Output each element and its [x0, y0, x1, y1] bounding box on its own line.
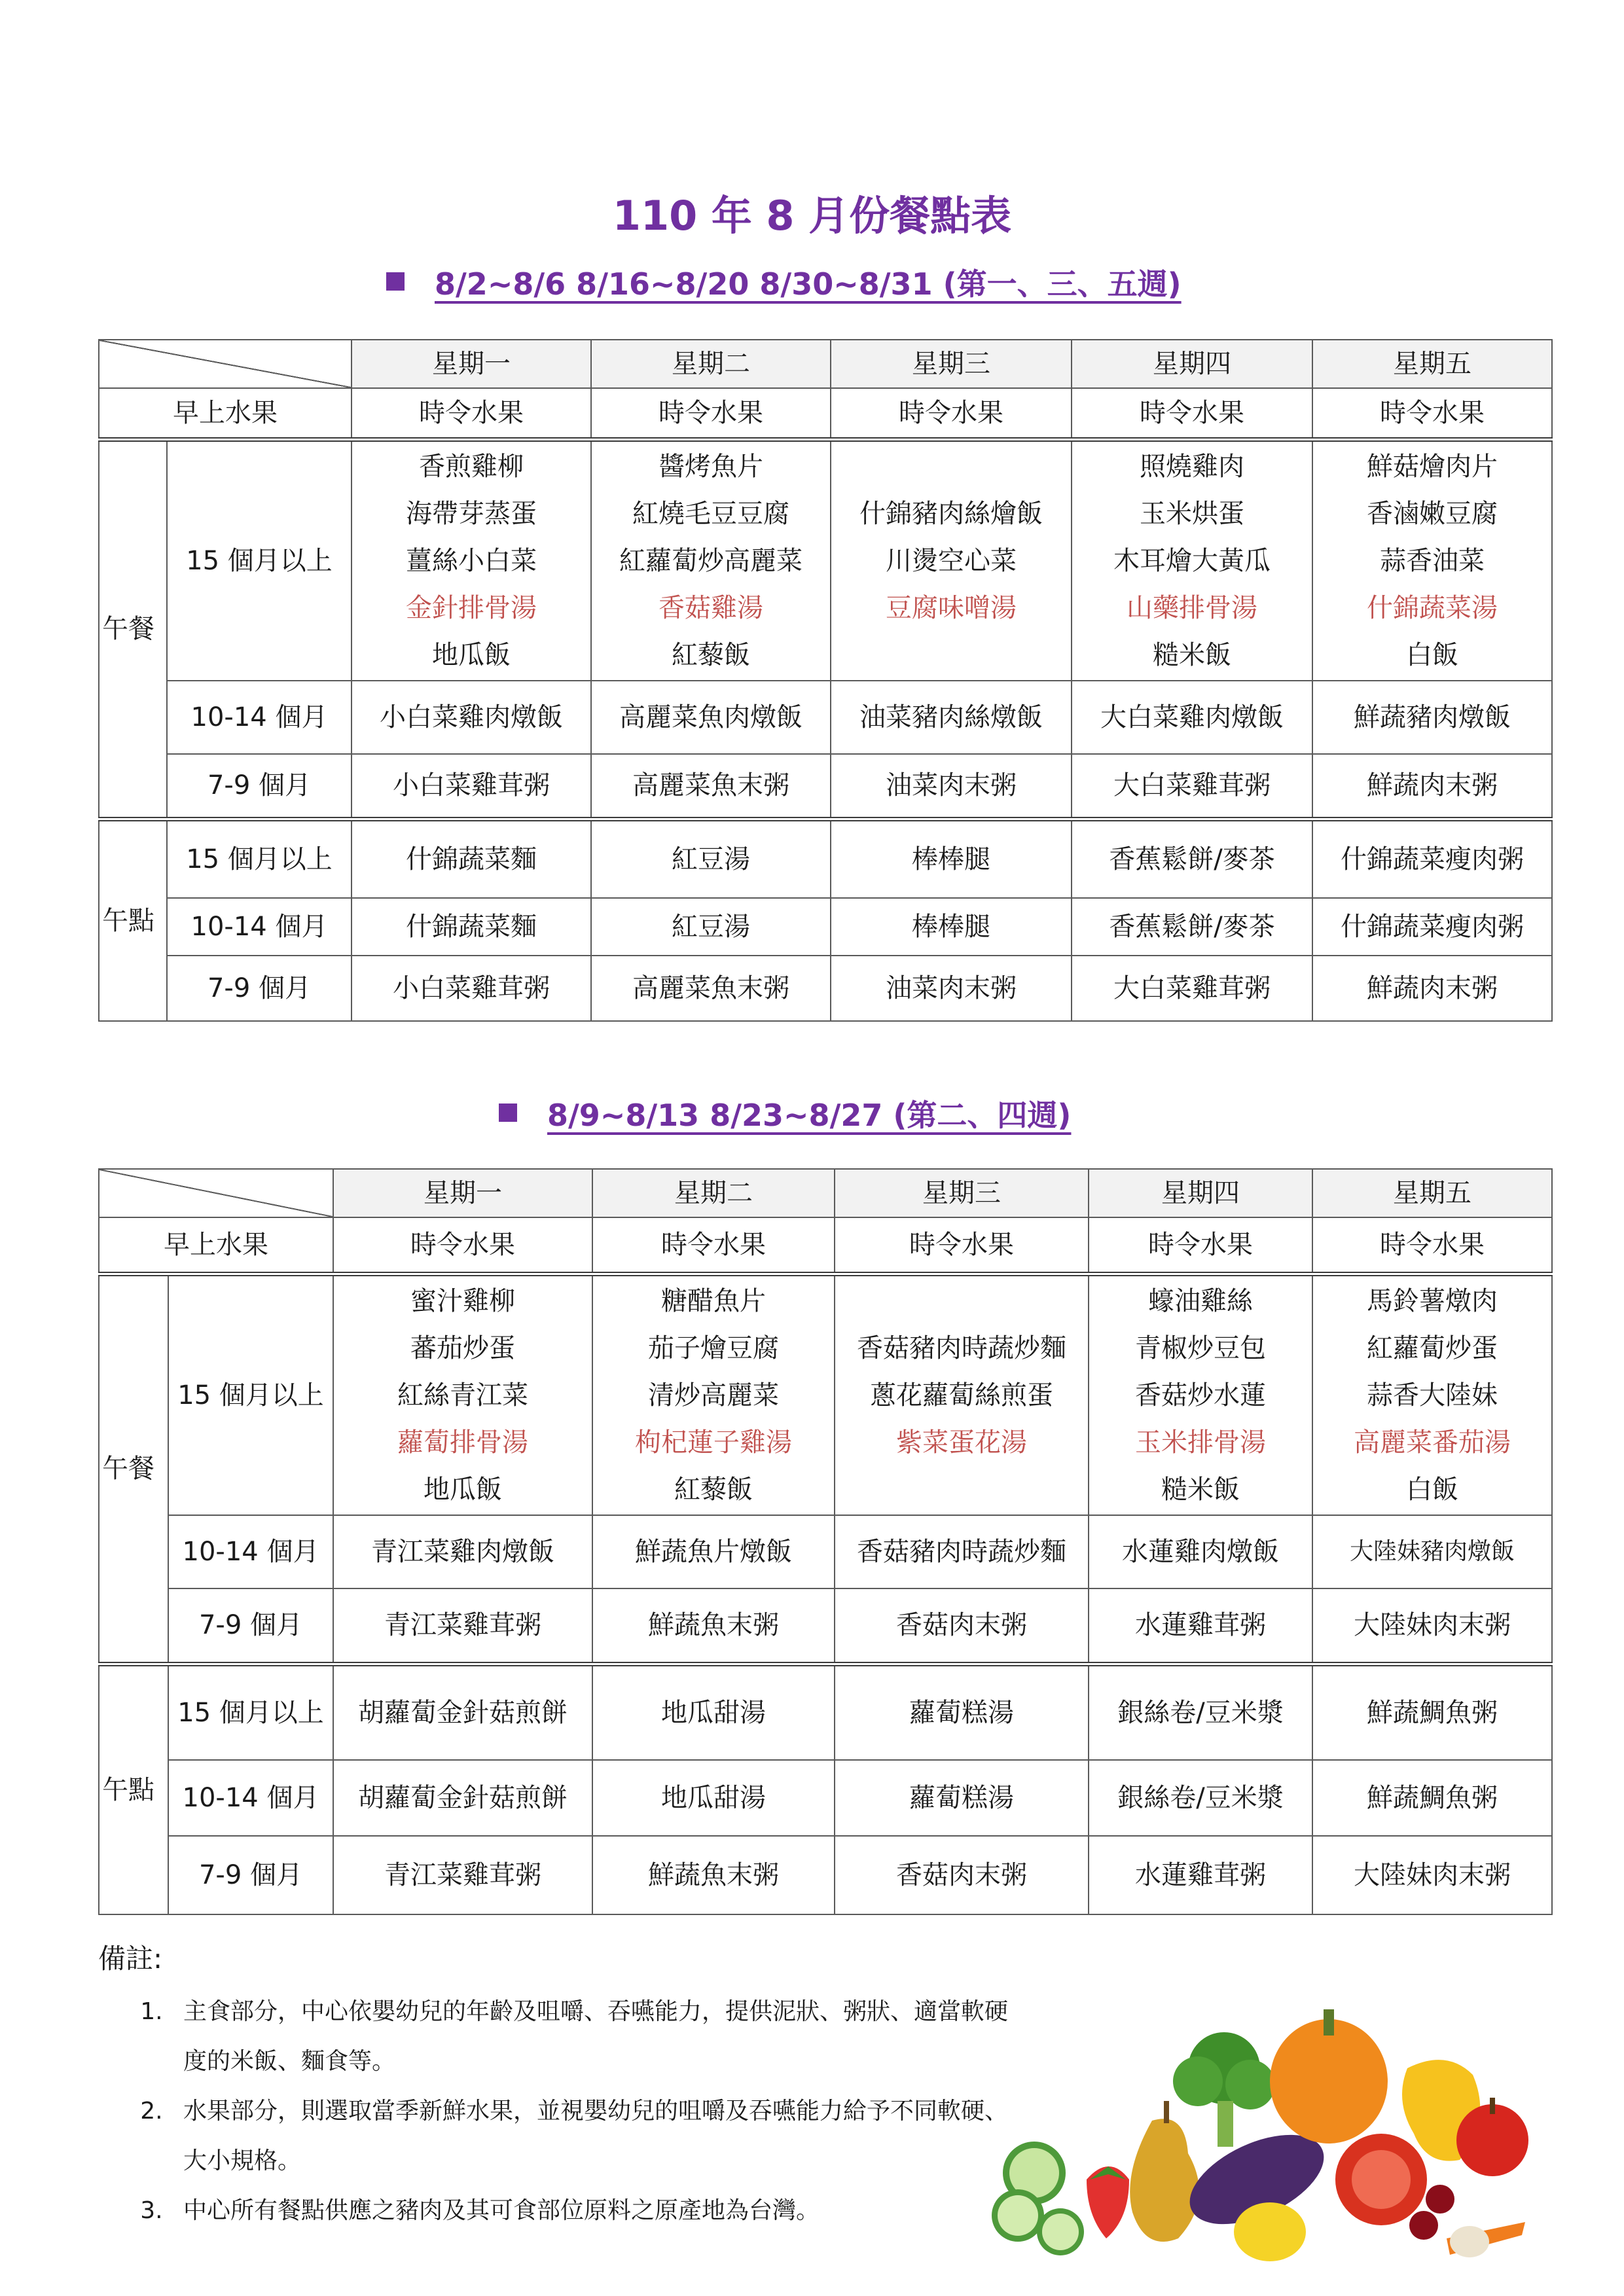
- staple: 白飯: [1406, 1474, 1458, 1505]
- snack-10-cell: 蘿蔔糕湯: [835, 1760, 1089, 1836]
- notes-title: 備註:: [98, 1943, 163, 1975]
- soup: 高麗菜番茄湯: [1354, 1427, 1511, 1458]
- dish: 醬烤魚片: [659, 451, 763, 482]
- breakfast-label: 早上水果: [99, 388, 352, 439]
- dish: 香滷嫩豆腐: [1367, 498, 1498, 529]
- week1-heading-text: 8/2~8/6 8/16~8/20 8/30~8/31 (第一、三、五週): [435, 266, 1182, 302]
- lunch-10-cell: 油菜豬肉絲燉飯: [831, 681, 1072, 754]
- dish: 紅燒毛豆豆腐: [632, 498, 789, 529]
- age-label-10-14-months: 10-14 個月: [167, 898, 352, 956]
- dish: [835, 1278, 1088, 1325]
- pear-icon: [1130, 2119, 1199, 2242]
- lunch-15-cell: [1089, 1274, 1312, 1515]
- week2-menu-table: [98, 1168, 1553, 1915]
- lunch-15-cell: [831, 439, 1072, 681]
- week2-heading-text: 8/9~8/13 8/23~8/27 (第二、四週): [547, 1098, 1072, 1133]
- snack-15-cell: 什錦蔬菜瘦肉粥: [1312, 819, 1552, 898]
- day-header: 星期二: [591, 340, 831, 388]
- lunch-10-cell: 水蓮雞肉燉飯: [1089, 1515, 1312, 1588]
- dish: 蒜香大陸妹: [1367, 1380, 1498, 1410]
- dish: 蔥花蘿蔔絲煎蛋: [870, 1380, 1053, 1410]
- age-label-7-9-months: 7-9 個月: [168, 1836, 333, 1914]
- snack-10-cell: 胡蘿蔔金針菇煎餅: [333, 1760, 592, 1836]
- dish: 蜜汁雞柳: [410, 1285, 515, 1316]
- lunch-7-cell: 高麗菜魚末粥: [591, 754, 831, 819]
- lunch-7-cell: 大陸妹肉末粥: [1312, 1588, 1552, 1664]
- day-header: 星期二: [592, 1169, 835, 1217]
- apple-icon: [1456, 2104, 1528, 2176]
- lunch-15-cell: [1312, 439, 1552, 681]
- breakfast-fruit-cell: 時令水果: [1089, 1217, 1312, 1274]
- dish: 木耳燴大黃瓜: [1113, 545, 1271, 576]
- page-title: 110 年 8 月份餐點表: [612, 192, 1012, 240]
- day-header: 星期一: [352, 340, 591, 388]
- lunch-7-cell: 青江菜雞茸粥: [333, 1588, 592, 1664]
- dish: 蕃茄炒蛋: [410, 1333, 515, 1363]
- lunch-10-cell: 高麗菜魚肉燉飯: [591, 681, 831, 754]
- snack-label: 午點: [99, 819, 167, 1021]
- lunch-10-cell: 青江菜雞肉燉飯: [333, 1515, 592, 1588]
- dish: 青椒炒豆包: [1135, 1333, 1266, 1363]
- day-header: 星期四: [1072, 340, 1312, 388]
- snack-10-cell: 棒棒腿: [831, 898, 1072, 956]
- snack-10-cell: 銀絲卷/豆米漿: [1089, 1760, 1312, 1836]
- snack-7-cell: 鮮蔬魚末粥: [592, 1836, 835, 1914]
- note-item: 1. 主食部分，中心依嬰幼兒的年齡及咀嚼、吞嚥能力，提供泥狀、粥狀、適當軟硬度的米飯、麵食等。: [170, 1987, 1008, 2087]
- snack-7-cell: 高麗菜魚末粥: [591, 956, 831, 1021]
- lunch-15-cell: [592, 1274, 835, 1515]
- snack-label: 午點: [99, 1664, 168, 1914]
- breakfast-fruit-cell: 時令水果: [333, 1217, 592, 1274]
- lunch-7-cell: 油菜肉末粥: [831, 754, 1072, 819]
- dish: [831, 443, 1071, 490]
- snack-10-cell: 什錦蔬菜瘦肉粥: [1312, 898, 1552, 956]
- lunch-10-cell: 鮮蔬豬肉燉飯: [1312, 681, 1552, 754]
- cherry-icon: [1409, 2211, 1438, 2240]
- age-label-10-14-months: 10-14 個月: [168, 1760, 333, 1836]
- soup: 蘿蔔排骨湯: [397, 1427, 528, 1458]
- dish: 茄子燴豆腐: [648, 1333, 779, 1363]
- breakfast-fruit-cell: 時令水果: [831, 388, 1072, 439]
- lunch-15-cell: [591, 439, 831, 681]
- snack-10-cell: 地瓜甜湯: [592, 1760, 835, 1836]
- dish: 蒜香油菜: [1380, 545, 1485, 576]
- snack-10-cell: 鮮蔬鯛魚粥: [1312, 1760, 1552, 1836]
- week2-heading: [499, 1092, 1071, 1135]
- dish: 鮮菇燴肉片: [1367, 451, 1498, 482]
- lunch-label: 午餐: [99, 1274, 168, 1664]
- lunch-15-cell: [352, 439, 591, 681]
- notes-section: [98, 1937, 1008, 2236]
- dish: 紅蘿蔔炒高麗菜: [619, 545, 803, 576]
- garlic-icon: [1450, 2226, 1489, 2257]
- age-label-15-months: 15 個月以上: [168, 1274, 333, 1515]
- dish: 清炒高麗菜: [648, 1380, 779, 1410]
- lunch-7-cell: 香菇肉末粥: [835, 1588, 1089, 1664]
- bullet-square-icon: [386, 272, 405, 291]
- breakfast-fruit-cell: 時令水果: [352, 388, 591, 439]
- age-label-15-months: 15 個月以上: [167, 439, 352, 681]
- day-header: 星期三: [831, 340, 1072, 388]
- staple: 紅藜飯: [672, 639, 750, 670]
- cherry-icon: [1426, 2185, 1454, 2214]
- notes-list: [98, 1987, 1008, 2236]
- dish: 香菇豬肉時蔬炒麵: [857, 1333, 1066, 1363]
- soup: 香菇雞湯: [659, 592, 763, 623]
- snack-7-cell: 香菇肉末粥: [835, 1836, 1089, 1914]
- lunch-15-cell: [835, 1274, 1089, 1515]
- age-label-10-14-months: 10-14 個月: [167, 681, 352, 754]
- lunch-7-cell: 小白菜雞茸粥: [352, 754, 591, 819]
- lunch-10-cell: 香菇豬肉時蔬炒麵: [835, 1515, 1089, 1588]
- soup: 金針排骨湯: [406, 592, 537, 623]
- lunch-7-cell: 鮮蔬肉末粥: [1312, 754, 1552, 819]
- day-header: 星期四: [1089, 1169, 1312, 1217]
- lunch-15-cell: [333, 1274, 592, 1515]
- dish: 馬鈴薯燉肉: [1367, 1285, 1498, 1316]
- dish: 紅蘿蔔炒蛋: [1367, 1333, 1498, 1363]
- snack-15-cell: 什錦蔬菜麵: [352, 819, 591, 898]
- lunch-10-cell: 鮮蔬魚片燉飯: [592, 1515, 835, 1588]
- staple: 地瓜飯: [424, 1474, 502, 1505]
- age-label-15-months: 15 個月以上: [167, 819, 352, 898]
- lunch-7-cell: 水蓮雞茸粥: [1089, 1588, 1312, 1664]
- breakfast-label: 早上水果: [99, 1217, 333, 1274]
- lunch-10-cell: 小白菜雞肉燉飯: [352, 681, 591, 754]
- soup: 山藥排骨湯: [1127, 592, 1257, 623]
- staple: 糙米飯: [1153, 639, 1231, 670]
- breakfast-fruit-cell: 時令水果: [1312, 1217, 1552, 1274]
- lunch-label: 午餐: [99, 439, 167, 819]
- staple: [831, 632, 1071, 679]
- age-label-7-9-months: 7-9 個月: [167, 754, 352, 819]
- snack-15-cell: 棒棒腿: [831, 819, 1072, 898]
- snack-15-cell: 紅豆湯: [591, 819, 831, 898]
- dish: 什錦豬肉絲燴飯: [859, 498, 1043, 529]
- breakfast-fruit-cell: 時令水果: [1312, 388, 1552, 439]
- dish: 香菇炒水蓮: [1135, 1380, 1266, 1410]
- lemon-icon: [1234, 2202, 1306, 2261]
- staple: 地瓜飯: [432, 639, 511, 670]
- snack-15-cell: 香蕉鬆餅/麥茶: [1072, 819, 1312, 898]
- breakfast-fruit-cell: 時令水果: [592, 1217, 835, 1274]
- snack-15-cell: 鮮蔬鯛魚粥: [1312, 1664, 1552, 1760]
- dish: 紅絲青江菜: [397, 1380, 528, 1410]
- snack-7-cell: 大陸妹肉末粥: [1312, 1836, 1552, 1914]
- soup: 豆腐味噌湯: [886, 592, 1017, 623]
- soup: 什錦蔬菜湯: [1367, 592, 1498, 623]
- snack-7-cell: 大白菜雞茸粥: [1072, 956, 1312, 1021]
- age-label-10-14-months: 10-14 個月: [168, 1515, 333, 1588]
- lunch-10-cell: 大陸妹豬肉燉飯: [1312, 1515, 1552, 1588]
- staple: [835, 1466, 1088, 1513]
- snack-15-cell: 地瓜甜湯: [592, 1664, 835, 1760]
- week1-heading: [386, 260, 1182, 304]
- day-header: 星期三: [835, 1169, 1089, 1217]
- snack-7-cell: 青江菜雞茸粥: [333, 1836, 592, 1914]
- snack-15-cell: 胡蘿蔔金針菇煎餅: [333, 1664, 592, 1760]
- week1-menu-table: [98, 339, 1553, 1022]
- diagonal-corner-cell: [99, 340, 352, 388]
- snack-10-cell: 香蕉鬆餅/麥茶: [1072, 898, 1312, 956]
- bullet-square-icon: [499, 1103, 517, 1122]
- soup: 紫菜蛋花湯: [896, 1427, 1027, 1458]
- breakfast-fruit-cell: 時令水果: [1072, 388, 1312, 439]
- diagonal-corner-cell: [99, 1169, 333, 1217]
- staple: 紅藜飯: [674, 1474, 753, 1505]
- staple: 白飯: [1406, 639, 1458, 670]
- age-label-7-9-months: 7-9 個月: [168, 1588, 333, 1664]
- note-item: 3. 中心所有餐點供應之豬肉及其可食部位原料之原產地為台灣。: [170, 2186, 1008, 2236]
- soup: 枸杞蓮子雞湯: [635, 1427, 792, 1458]
- lunch-15-cell: [1072, 439, 1312, 681]
- snack-10-cell: 什錦蔬菜麵: [352, 898, 591, 956]
- dish: 玉米烘蛋: [1140, 498, 1244, 529]
- breakfast-fruit-cell: 時令水果: [835, 1217, 1089, 1274]
- lunch-7-cell: 鮮蔬魚末粥: [592, 1588, 835, 1664]
- lunch-15-cell: [1312, 1274, 1552, 1515]
- note-item: 2. 水果部分，則選取當季新鮮水果，並視嬰幼兒的咀嚼及吞嚥能力給予不同軟硬、大小規格。: [170, 2087, 1008, 2186]
- staple: 糙米飯: [1161, 1474, 1240, 1505]
- snack-7-cell: 油菜肉末粥: [831, 956, 1072, 1021]
- day-header: 星期一: [333, 1169, 592, 1217]
- day-header: 星期五: [1312, 340, 1552, 388]
- dish: 糖醋魚片: [661, 1285, 766, 1316]
- snack-7-cell: 小白菜雞茸粥: [352, 956, 591, 1021]
- dish: 海帶芽蒸蛋: [406, 498, 537, 529]
- dish: 香煎雞柳: [419, 451, 524, 482]
- snack-7-cell: 水蓮雞茸粥: [1089, 1836, 1312, 1914]
- snack-15-cell: 銀絲卷/豆米漿: [1089, 1664, 1312, 1760]
- dish: 照燒雞肉: [1140, 451, 1244, 482]
- lunch-7-cell: 大白菜雞茸粥: [1072, 754, 1312, 819]
- breakfast-fruit-cell: 時令水果: [591, 388, 831, 439]
- dish: 蠔油雞絲: [1148, 1285, 1253, 1316]
- dish: 川燙空心菜: [886, 545, 1017, 576]
- dish: 薑絲小白菜: [406, 545, 537, 576]
- age-label-15-months: 15 個月以上: [168, 1664, 333, 1760]
- soup: 玉米排骨湯: [1135, 1427, 1266, 1458]
- vegetables-illustration: [988, 1990, 1532, 2271]
- lunch-10-cell: 大白菜雞肉燉飯: [1072, 681, 1312, 754]
- snack-7-cell: 鮮蔬肉末粥: [1312, 956, 1552, 1021]
- age-label-7-9-months: 7-9 個月: [167, 956, 352, 1021]
- snack-10-cell: 紅豆湯: [591, 898, 831, 956]
- snack-15-cell: 蘿蔔糕湯: [835, 1664, 1089, 1760]
- day-header: 星期五: [1312, 1169, 1552, 1217]
- pumpkin-icon: [1270, 2019, 1388, 2144]
